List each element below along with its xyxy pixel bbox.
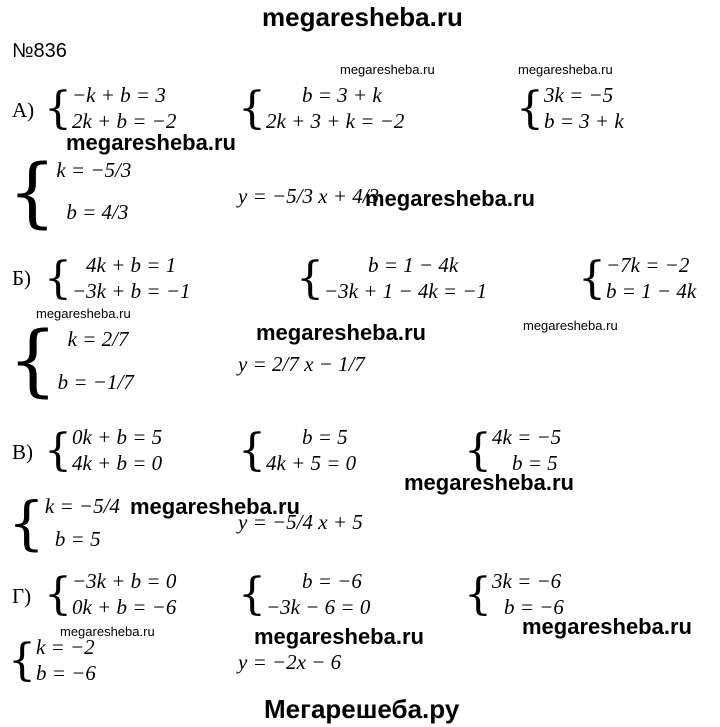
brace: { xyxy=(464,425,492,476)
equation: b = 1 − 4k xyxy=(368,253,459,277)
equation: b = 5 xyxy=(512,451,558,476)
equation: b = −6 xyxy=(302,569,362,593)
system-v-1 xyxy=(44,426,162,476)
equation: 2k + b = −2 xyxy=(72,109,177,134)
system-a-2 xyxy=(238,84,404,134)
brace: { xyxy=(44,83,72,134)
part-label-g: Г) xyxy=(12,584,32,608)
equation: b = −6 xyxy=(504,595,564,620)
equation: b = 3 + k xyxy=(302,83,382,107)
equation: 4k = −5 xyxy=(492,425,562,449)
equation: 2k + 3 + k = −2 xyxy=(266,109,405,134)
equation: −3k + b = 0 xyxy=(72,569,177,593)
equation: −3k − 6 = 0 xyxy=(266,595,371,620)
system-a-3 xyxy=(516,84,624,134)
equation: 4k + b = 0 xyxy=(72,451,163,476)
brace: { xyxy=(516,83,544,134)
brace: { xyxy=(8,489,45,557)
site-title: megaresheba.ru xyxy=(262,2,463,32)
watermark: megaresheba.ru xyxy=(60,624,155,639)
equation: −3k + b = −1 xyxy=(72,279,191,304)
equation: 4k + b = 1 xyxy=(86,253,177,277)
equation: b = −6 xyxy=(36,661,96,686)
system-a-1 xyxy=(44,84,176,134)
equation: k = 2/7 xyxy=(67,326,129,351)
footer-title: Мегарешеба.ру xyxy=(264,694,460,724)
system-b-4 xyxy=(8,318,134,404)
equation: −7k = −2 xyxy=(606,253,690,277)
equation: k = −5/4 xyxy=(44,493,120,518)
equation: b = 3 + k xyxy=(544,109,624,134)
problem-number: №836 xyxy=(12,40,67,62)
system-g-3 xyxy=(464,570,564,620)
brace: { xyxy=(238,569,266,620)
equation: 3k = −5 xyxy=(544,83,614,107)
part-label-v: В) xyxy=(12,440,33,464)
watermark: megaresheba.ru xyxy=(523,318,618,333)
equation: b = 1 − 4k xyxy=(606,279,697,304)
brace: { xyxy=(296,253,324,304)
equation: 0k + b = 5 xyxy=(72,425,163,449)
system-v-4 xyxy=(8,490,120,556)
equation: b = 5 xyxy=(302,425,348,449)
watermark: megaresheba.ru xyxy=(404,470,574,495)
equation: b = 4/3 xyxy=(66,200,129,225)
watermark: megaresheba.ru xyxy=(365,186,535,211)
answer-b: y = 2/7 x − 1/7 xyxy=(238,352,365,376)
watermark: megaresheba.ru xyxy=(522,614,692,639)
watermark: megaresheba.ru xyxy=(340,62,435,77)
system-b-3 xyxy=(578,254,696,304)
system-g-4 xyxy=(8,636,96,686)
system-a-4 xyxy=(8,147,132,236)
system-v-3 xyxy=(464,426,561,476)
brace: { xyxy=(578,253,606,304)
equation: 0k + b = −6 xyxy=(72,595,177,620)
brace: { xyxy=(8,635,36,686)
equation: 3k = −6 xyxy=(492,569,562,593)
brace: { xyxy=(44,253,72,304)
watermark: megaresheba.ru xyxy=(66,130,236,155)
answer-a: y = −5/3 x + 4/3 xyxy=(238,184,380,208)
part-label-b: Б) xyxy=(12,266,32,290)
equation: k = −2 xyxy=(36,635,95,659)
watermark: megaresheba.ru xyxy=(256,320,426,345)
watermark: megaresheba.ru xyxy=(254,624,424,649)
system-b-1 xyxy=(44,254,191,304)
equation: b = 5 xyxy=(54,526,101,551)
brace: { xyxy=(44,425,72,476)
part-label-a: А) xyxy=(12,98,35,122)
brace: { xyxy=(8,316,58,406)
brace: { xyxy=(8,147,57,236)
system-b-2 xyxy=(296,254,487,304)
equation: k = −5/3 xyxy=(56,158,132,183)
equation: 4k + 5 = 0 xyxy=(266,451,357,476)
brace: { xyxy=(44,569,72,620)
equation: b = −1/7 xyxy=(57,369,134,394)
equation: −k + b = 3 xyxy=(72,83,166,107)
answer-g: y = −2x − 6 xyxy=(238,650,342,674)
system-g-1 xyxy=(44,570,176,620)
brace: { xyxy=(238,83,266,134)
answer-v: y = −5/4 x + 5 xyxy=(238,510,363,534)
watermark: megaresheba.ru xyxy=(518,62,613,77)
equation: −3k + 1 − 4k = −1 xyxy=(324,279,487,304)
brace: { xyxy=(238,425,266,476)
watermark: megaresheba.ru xyxy=(36,306,131,321)
system-g-2 xyxy=(238,570,370,620)
brace: { xyxy=(464,569,492,620)
watermark: megaresheba.ru xyxy=(130,494,300,519)
system-v-2 xyxy=(238,426,356,476)
